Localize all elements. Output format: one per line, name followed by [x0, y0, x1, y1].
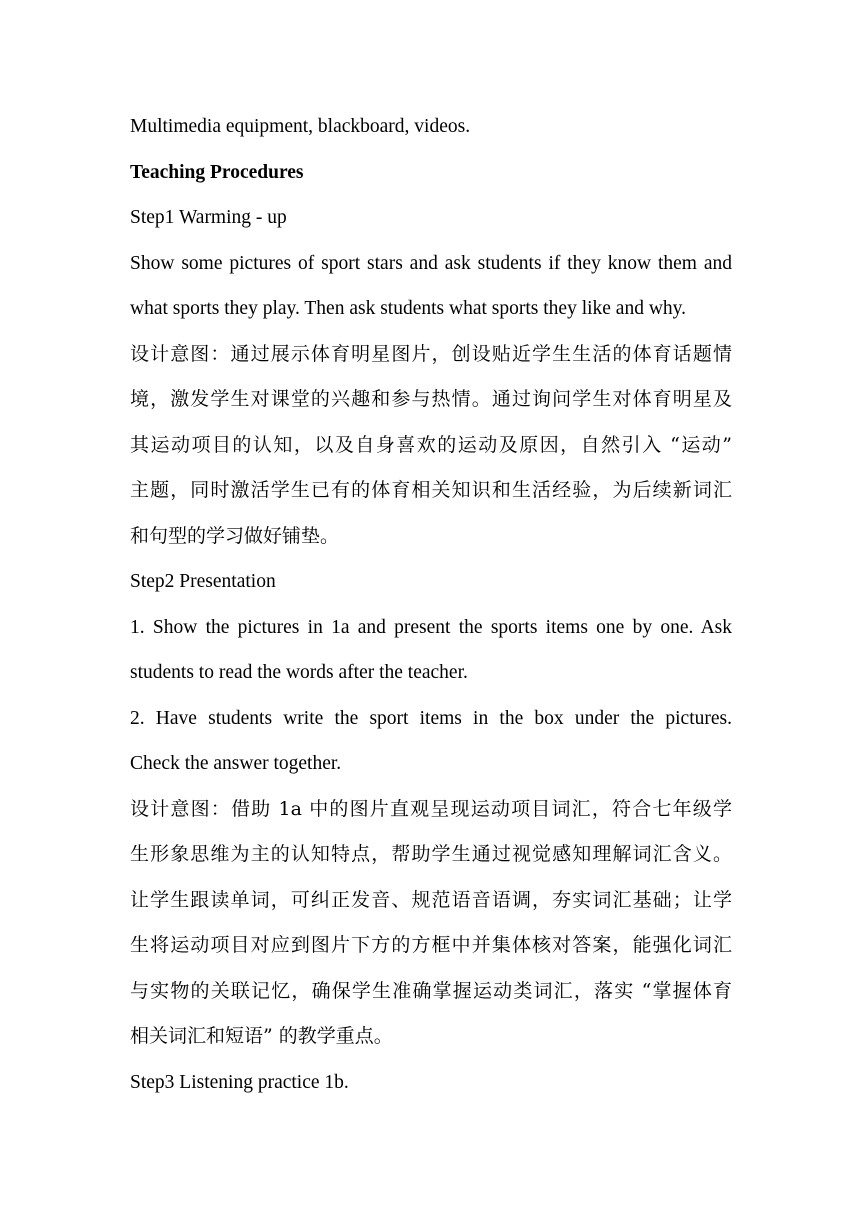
step2-line: Check the answer together.: [130, 753, 342, 774]
step2-design-line: 生将运动项目对应到图片下方的方框中并集体核对答案，能强化词汇: [130, 934, 732, 956]
step1-design-line: 其运动项目的认知，以及自身喜欢的运动及原因，自然引入 “运动”: [130, 433, 732, 456]
step2-line: 2. Have students write the sport items in the box under the pictures.: [130, 707, 732, 729]
step1-title: Step1 Warming - up: [130, 207, 287, 228]
document-page: [130, 104, 732, 1105]
step3-title: Step3 Listening practice 1b.: [130, 1071, 349, 1093]
step2-title: Step2 Presentation: [130, 571, 276, 592]
step2-design-line: 设计意图：借助 1a 中的图片直观呈现运动项目词汇，符合七年级学: [130, 797, 732, 820]
step1-design-line: 境，激发学生对课堂的兴趣和参与热情。通过询问学生对体育明星及: [130, 388, 732, 410]
step2-line: students to read the words after the teacher.: [130, 662, 468, 683]
step2-design-line: 相关词汇和短语” 的教学重点。: [130, 1025, 393, 1047]
materials-text: Multimedia equipment, blackboard, videos.: [130, 116, 471, 137]
step2-line: 1. Show the pictures in 1a and present the sports items one by one. Ask: [130, 616, 732, 638]
step2-design-line: 让学生跟读单词，可纠正发音、规范语音语调，夯实词汇基础；让学: [130, 888, 732, 911]
step1-design-line: 和句型的学习做好铺垫。: [130, 524, 340, 547]
step1-design-line: 设计意图：通过展示体育明星图片，创设贴近学生生活的体育话题情: [130, 342, 732, 365]
step1-line: what sports they play. Then ask students what sports they like and why.: [130, 298, 687, 319]
step2-design-line: 生形象思维为主的认知特点，帮助学生通过视觉感知理解词汇含义。: [130, 843, 732, 865]
step1-line: Show some pictures of sport stars and ask students if they know them and: [130, 252, 732, 274]
step1-design-line: 主题，同时激活学生已有的体育相关知识和生活经验，为后续新词汇: [130, 479, 732, 501]
procedures-heading: Teaching Procedures: [130, 161, 304, 183]
step2-design-line: 与实物的关联记忆，确保学生准确掌握运动类词汇，落实 “掌握体育: [130, 979, 732, 1002]
